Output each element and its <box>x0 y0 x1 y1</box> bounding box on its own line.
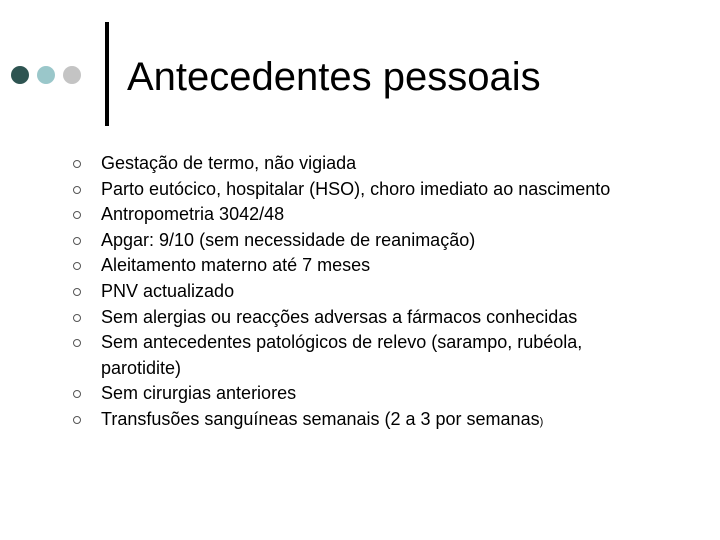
item-text-suffix: ) <box>539 415 544 428</box>
slide-title: Antecedentes pessoais <box>127 55 541 99</box>
bullet-circle-icon <box>73 237 81 245</box>
item-text: Transfusões sanguíneas semanais (2 a 3 por semanas <box>101 408 540 429</box>
decorative-dots <box>11 66 81 84</box>
bullet-circle-icon <box>73 262 81 270</box>
item-text: Apgar: 9/10 (sem necessidade de reanimação) <box>101 229 476 250</box>
dark-teal-dot <box>11 66 29 84</box>
item-text: PNV actualizado <box>101 280 235 301</box>
list-item <box>0 151 720 177</box>
grey-dot <box>63 66 81 84</box>
list-item <box>0 305 720 331</box>
bullet-list <box>0 151 720 436</box>
item-text: Gestação de termo, não vigiada <box>101 153 357 173</box>
item-text: Parto eutócico, hospitalar (HSO), choro imediato ao nascimento <box>101 178 611 199</box>
title-divider-line <box>105 22 109 126</box>
light-teal-dot <box>37 66 55 84</box>
list-item <box>0 279 720 305</box>
list-item <box>0 381 720 407</box>
list-item <box>0 177 720 203</box>
item-text-continuation: parotidite) <box>101 357 182 378</box>
list-item <box>0 407 720 436</box>
bullet-circle-icon <box>73 160 81 168</box>
item-text: Sem alergias ou reacções adversas a fármacos conhecidas <box>101 306 578 327</box>
bullet-circle-icon <box>73 211 81 219</box>
item-text: Antropometria 3042/48 <box>101 204 285 225</box>
bullet-circle-icon <box>73 339 81 347</box>
item-text: Sem cirurgias anteriores <box>101 383 297 404</box>
bullet-circle-icon <box>73 288 81 296</box>
list-item <box>0 253 720 279</box>
item-text: Sem antecedentes patológicos de relevo (sarampo, rubéola, <box>101 332 583 353</box>
bullet-circle-icon <box>73 186 81 194</box>
bullet-circle-icon <box>73 390 81 398</box>
bullet-circle-icon <box>73 314 81 322</box>
bullet-circle-icon <box>73 416 81 424</box>
list-item <box>0 202 720 228</box>
list-item <box>0 330 720 381</box>
item-text: Aleitamento materno até 7 meses <box>101 255 371 276</box>
list-item <box>0 228 720 254</box>
